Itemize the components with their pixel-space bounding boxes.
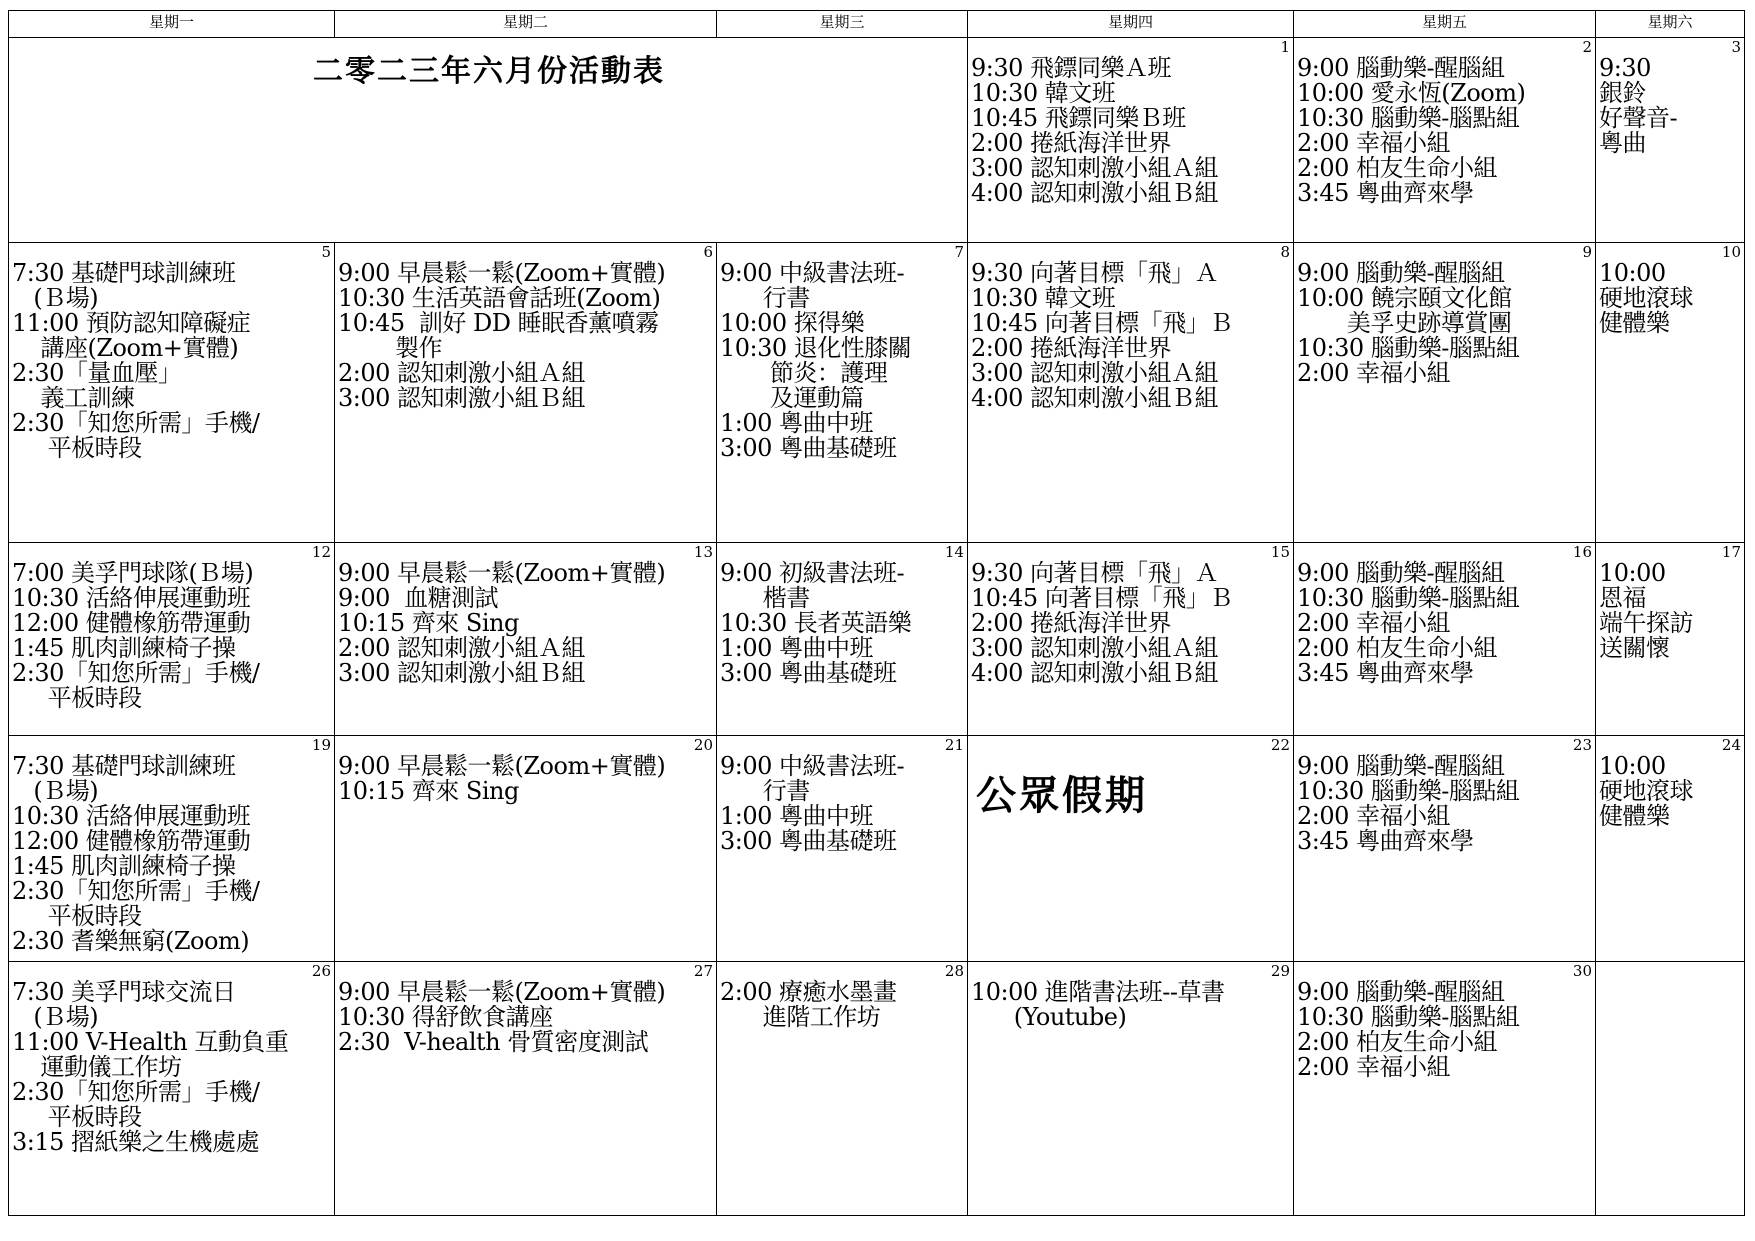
day-number: 23 <box>1572 736 1592 754</box>
weekday-header: 星期四 <box>968 11 1294 38</box>
day-number: 7 <box>954 243 964 261</box>
day-number: 20 <box>693 736 713 754</box>
day-cell <box>717 962 968 1216</box>
day-cell <box>717 243 968 543</box>
week-row <box>9 962 1745 1216</box>
activity-list: 9:00 腦動樂-醒腦組 10:00 饒宗頤文化館 美孚史跡導賞團 10:30 腦動樂-腦點組 2:00 幸福小組 <box>1297 259 1520 387</box>
day-cell <box>1596 243 1745 543</box>
day-number: 30 <box>1572 962 1592 980</box>
day-cell <box>717 543 968 736</box>
activity-list: 9:00 中級書法班- 行書 1:00 粵曲中班 3:00 粵曲基礎班 <box>720 752 905 855</box>
day-cell <box>1294 243 1596 543</box>
day-cell <box>335 543 717 736</box>
day-number: 19 <box>311 736 331 754</box>
activity-list: 9:00 腦動樂-醒腦組 10:00 愛永恆(Zoom) 10:30 腦動樂-腦點組 2:00 幸福小組 2:00 柏友生命小組 3:45 粵曲齊來學 <box>1297 54 1526 207</box>
day-cell <box>1294 543 1596 736</box>
activity-list: 10:00 硬地滾球 健體樂 <box>1599 259 1693 337</box>
day-cell <box>9 962 335 1216</box>
activity-list: 9:00 腦動樂-醒腦組 10:30 腦動樂-腦點組 2:00 幸福小組 3:45 粵曲齊來學 <box>1297 752 1520 855</box>
day-number: 16 <box>1572 543 1592 561</box>
activity-list: 9:30 向著目標「飛」Ａ 10:45 向著目標「飛」Ｂ 2:00 捲紙海洋世界 3:00 認知刺激小組Ａ組 4:00 認知刺激小組Ｂ組 <box>971 559 1233 687</box>
day-number: 15 <box>1270 543 1290 561</box>
day-number: 9 <box>1582 243 1592 261</box>
day-number: 22 <box>1270 736 1290 754</box>
calendar-table <box>8 10 1745 1216</box>
activity-list: 9:00 中級書法班- 行書 10:00 探得樂 10:30 退化性膝關 節炎：護理 及運動篇 1:00 粵曲中班 3:00 粵曲基礎班 <box>720 259 912 462</box>
weekday-header-row <box>9 11 1745 38</box>
public-holiday-label: 公眾假期 <box>976 772 1148 819</box>
activity-list: 7:30 基礎門球訓練班 (Ｂ場) 11:00 預防認知障礙症 講座(Zoom+實體) 2:30「量血壓」 義工訓練 2:30「知您所需」手機/ 平板時段 <box>12 259 260 462</box>
day-number: 21 <box>944 736 964 754</box>
day-cell <box>1596 736 1745 962</box>
activity-list: 10:00 硬地滾球 健體樂 <box>1599 752 1693 830</box>
day-number: 1 <box>1280 38 1290 56</box>
activity-list: 10:00 恩福 端午探訪 送關懷 <box>1599 559 1693 662</box>
activity-list: 9:00 腦動樂-醒腦組 10:30 腦動樂-腦點組 2:00 柏友生命小組 2:00 幸福小組 <box>1297 978 1520 1081</box>
day-number: 28 <box>944 962 964 980</box>
day-cell <box>1294 38 1596 243</box>
activity-list: 7:30 基礎門球訓練班 (Ｂ場) 10:30 活絡伸展運動班 12:00 健體橡筋帶運動 1:45 肌肉訓練椅子操 2:30「知您所需」手機/ 平板時段 2:30 耆樂無窮(Zoom) <box>12 752 260 955</box>
activity-list: 7:30 美孚門球交流日 (Ｂ場) 11:00 V-Health 互動負重 運動儀工作坊 2:30「知您所需」手機/ 平板時段 3:15 摺紙樂之生機處處 <box>12 978 289 1156</box>
day-cell <box>968 962 1294 1216</box>
day-cell <box>9 543 335 736</box>
activity-list: 9:00 早晨鬆一鬆(Zoom+實體) 10:30 生活英語會話班(Zoom) 10:45 訓好 DD 睡眠香薰噴霧 製作 2:00 認知刺激小組Ａ組 3:00 認知刺激小組Ｂ組 <box>338 259 666 412</box>
day-cell <box>968 736 1294 962</box>
day-number: 8 <box>1280 243 1290 261</box>
weekday-header: 星期三 <box>717 11 968 38</box>
activity-list: 10:00 進階書法班--草書 (Youtube) <box>971 978 1225 1031</box>
day-cell <box>968 243 1294 543</box>
day-number: 27 <box>693 962 713 980</box>
day-number: 13 <box>693 543 713 561</box>
day-cell <box>9 736 335 962</box>
activity-list: 2:00 療癒水墨畫 進階工作坊 <box>720 978 897 1031</box>
day-cell <box>968 543 1294 736</box>
day-number: 29 <box>1270 962 1290 980</box>
weekday-header: 星期五 <box>1294 11 1596 38</box>
page-title: 二零二三年六月份活動表 <box>313 54 665 89</box>
day-cell <box>717 736 968 962</box>
day-number: 14 <box>944 543 964 561</box>
week-row <box>9 38 1745 243</box>
week-row <box>9 736 1745 962</box>
activity-list: 9:00 腦動樂-醒腦組 10:30 腦動樂-腦點組 2:00 幸福小組 2:00 柏友生命小組 3:45 粵曲齊來學 <box>1297 559 1520 687</box>
week-row <box>9 243 1745 543</box>
day-cell <box>9 243 335 543</box>
day-cell <box>1294 736 1596 962</box>
activity-list: 9:00 早晨鬆一鬆(Zoom+實體) 9:00 血糖測試 10:15 齊來 Sing 2:00 認知刺激小組Ａ組 3:00 認知刺激小組Ｂ組 <box>338 559 666 687</box>
weekday-header: 星期二 <box>335 11 717 38</box>
day-cell <box>1294 962 1596 1216</box>
day-number: 2 <box>1582 38 1592 56</box>
day-number: 5 <box>321 243 331 261</box>
activity-list: 9:30 向著目標「飛」Ａ 10:30 韓文班 10:45 向著目標「飛」Ｂ 2:00 捲紙海洋世界 3:00 認知刺激小組Ａ組 4:00 認知刺激小組Ｂ組 <box>971 259 1233 412</box>
activity-list: 9:00 早晨鬆一鬆(Zoom+實體) 10:30 得舒飲食講座 2:30 V-health 骨質密度測試 <box>338 978 666 1056</box>
day-cell <box>335 962 717 1216</box>
day-cell <box>968 38 1294 243</box>
day-cell <box>1596 543 1745 736</box>
day-cell <box>1596 962 1745 1216</box>
weekday-header: 星期六 <box>1596 11 1745 38</box>
activity-list: 7:00 美孚門球隊(Ｂ場) 10:30 活絡伸展運動班 12:00 健體橡筋帶運動 1:45 肌肉訓練椅子操 2:30「知您所需」手機/ 平板時段 <box>12 559 260 712</box>
activity-list: 9:30 飛鏢同樂Ａ班 10:30 韓文班 10:45 飛鏢同樂Ｂ班 2:00 捲紙海洋世界 3:00 認知刺激小組Ａ組 4:00 認知刺激小組Ｂ組 <box>971 54 1219 207</box>
day-cell <box>1596 38 1745 243</box>
activity-list: 9:30 銀鈴 好聲音- 粵曲 <box>1599 54 1678 157</box>
week-row <box>9 543 1745 736</box>
title-cell <box>9 38 968 243</box>
day-cell <box>335 736 717 962</box>
day-cell <box>335 243 717 543</box>
day-number: 3 <box>1731 38 1741 56</box>
day-number: 10 <box>1721 243 1741 261</box>
activity-list: 9:00 早晨鬆一鬆(Zoom+實體) 10:15 齊來 Sing <box>338 752 666 805</box>
weekday-header: 星期一 <box>9 11 335 38</box>
activity-list: 9:00 初級書法班- 楷書 10:30 長者英語樂 1:00 粵曲中班 3:00 粵曲基礎班 <box>720 559 912 687</box>
day-number: 24 <box>1721 736 1741 754</box>
day-number: 26 <box>311 962 331 980</box>
day-number: 6 <box>703 243 713 261</box>
day-number: 12 <box>311 543 331 561</box>
day-number: 17 <box>1721 543 1741 561</box>
